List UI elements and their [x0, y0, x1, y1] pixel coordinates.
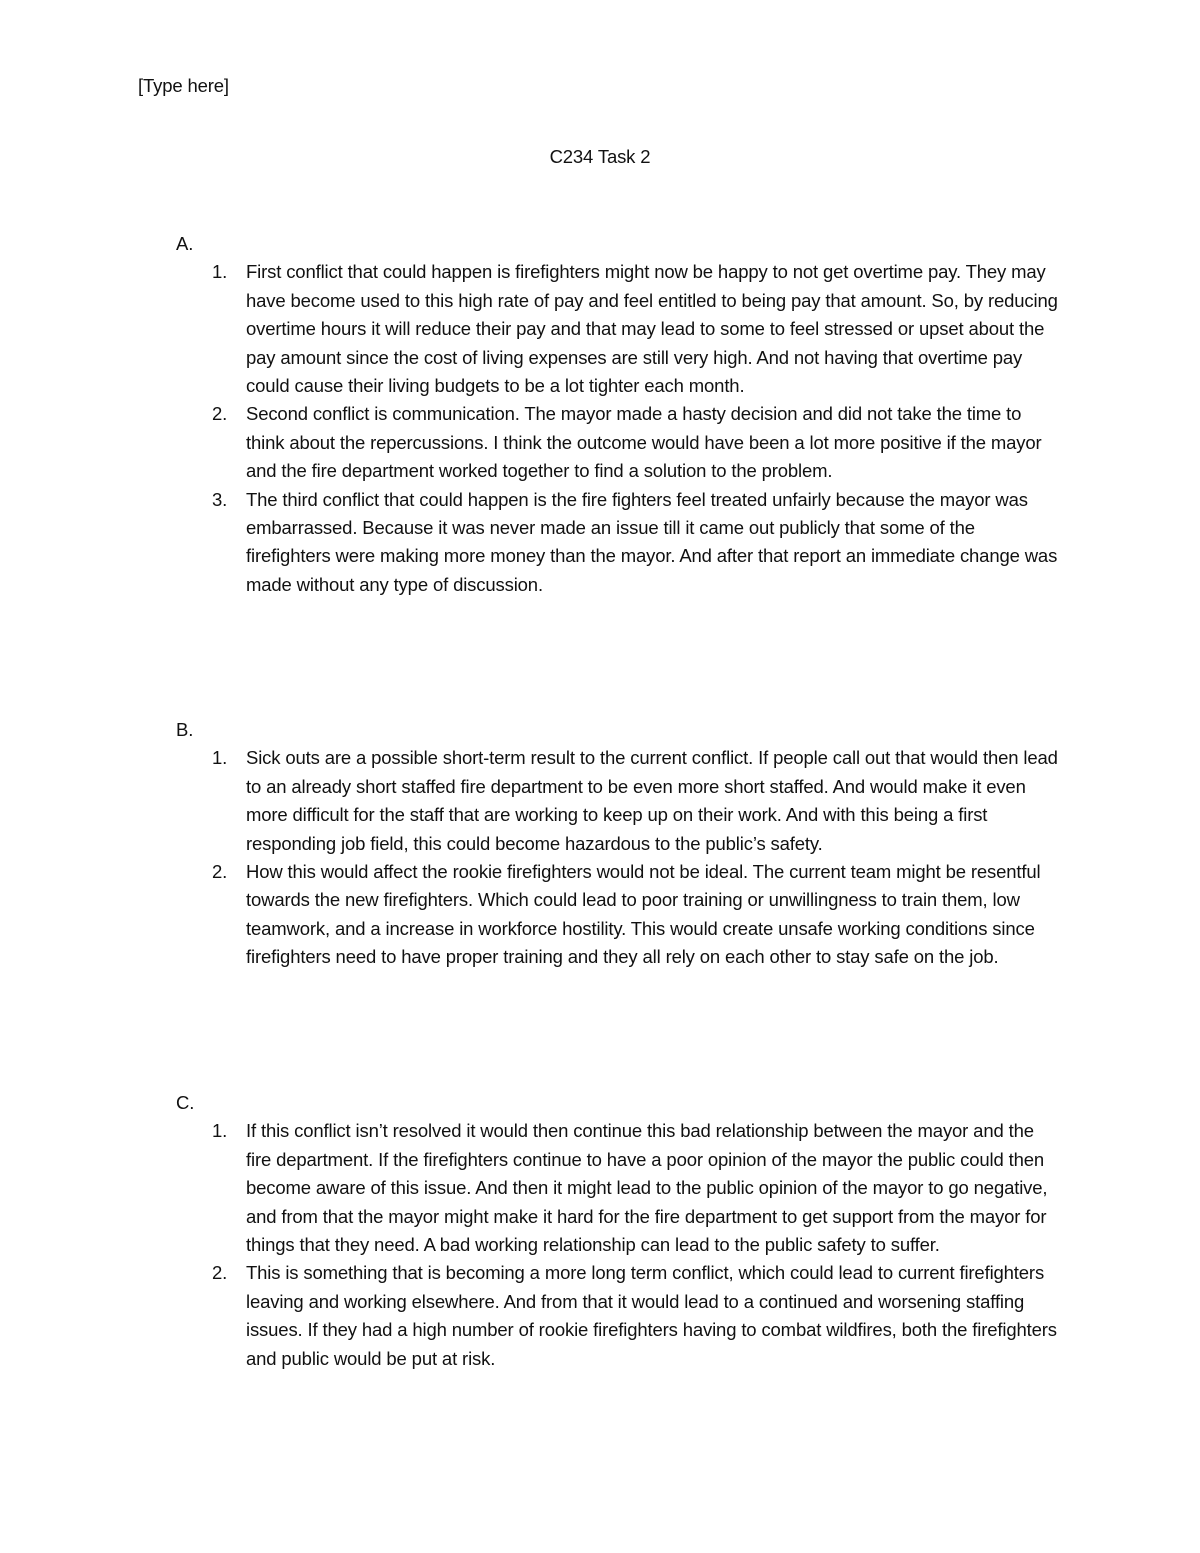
list-item	[176, 1117, 1058, 1259]
document-title: C234 Task 2	[549, 146, 651, 167]
list-item	[176, 858, 1058, 972]
list-item	[176, 744, 1058, 858]
list-item	[176, 1259, 1058, 1373]
item-text: First conflict that could happen is firefighters might now be happy to not get overtime pay. They may have become used to this high rate of pay and feel entitled to being pay that amount. So, by reducing overtime hours it will reduce their pay and that may lead to some to feel stressed or upset about the pay amount since the cost of living expenses are still very high. And not having that overtime pay could cause their living budgets to be a lot tighter each month.	[246, 261, 1058, 397]
section-a	[176, 230, 1076, 599]
item-number: 1.	[212, 1120, 228, 1142]
item-text: The third conflict that could happen is the fire fighters feel treated unfairly because the mayor was embarrassed. Because it was never made an issue till it came out publicly that some of the firefighters were making more money than the mayor. And after that report an immediate change was made without any type of discussion.	[246, 488, 1058, 595]
item-text: This is something that is becoming a more long term conflict, which could lead to current firefighters leaving and working elsewhere. And from that it would lead to a continued and worsening staffing issues. If they had a high number of rookie firefighters having to combat wildfires, both the firefighters and public would be put at risk.	[246, 1262, 1057, 1369]
item-list	[176, 744, 1076, 971]
item-text: How this would affect the rookie firefighters would not be ideal. The current team might be resentful towards the new firefighters. Which could lead to poor training or unwillingness to train them, low teamwork, and a increase in workforce hostility. This would create unsafe working conditions since firefighters need to have proper training and they all rely on each other to stay safe on the job.	[246, 861, 1041, 968]
section-letter: B.	[176, 719, 194, 740]
item-number: 2.	[212, 1262, 228, 1284]
section-c	[176, 1089, 1076, 1373]
item-number: 2.	[212, 403, 228, 425]
section-letter: C.	[176, 1092, 195, 1113]
item-text: Sick outs are a possible short-term result to the current conflict. If people call out that would then lead to an already short staffed fire department to be even more short staffed. And would make it even more difficult for the staff that are working to keep up on their work. And with this being a first responding job field, this could become hazardous to the public’s safety.	[246, 747, 1058, 854]
item-text: If this conflict isn’t resolved it would then continue this bad relationship between the mayor and the fire department. If the firefighters continue to have a poor opinion of the mayor the public could then become aware of this issue. And then it might lead to the public opinion of the mayor to go negative, and from that the mayor might make it hard for the fire department to get support from the mayor for things that they need. A bad working relationship can lead to the public safety to suffer.	[246, 1120, 1048, 1256]
item-number: 1.	[212, 747, 228, 769]
item-number: 2.	[212, 861, 228, 883]
item-number: 3.	[212, 488, 228, 510]
section-b	[176, 716, 1076, 972]
item-list	[176, 1117, 1076, 1373]
item-text: Second conflict is communication. The mayor made a hasty decision and did not take the time to think about the repercussions. I think the outcome would have been a lot more positive if the mayor and the fire department worked together to find a solution to the problem.	[246, 403, 1042, 482]
list-item	[176, 400, 1058, 485]
item-list	[176, 258, 1076, 599]
list-item	[176, 258, 1058, 400]
header-placeholder[interactable]: [Type here]	[138, 75, 229, 96]
section-letter: A.	[176, 233, 194, 254]
item-number: 1.	[212, 261, 228, 283]
list-item	[176, 486, 1058, 600]
